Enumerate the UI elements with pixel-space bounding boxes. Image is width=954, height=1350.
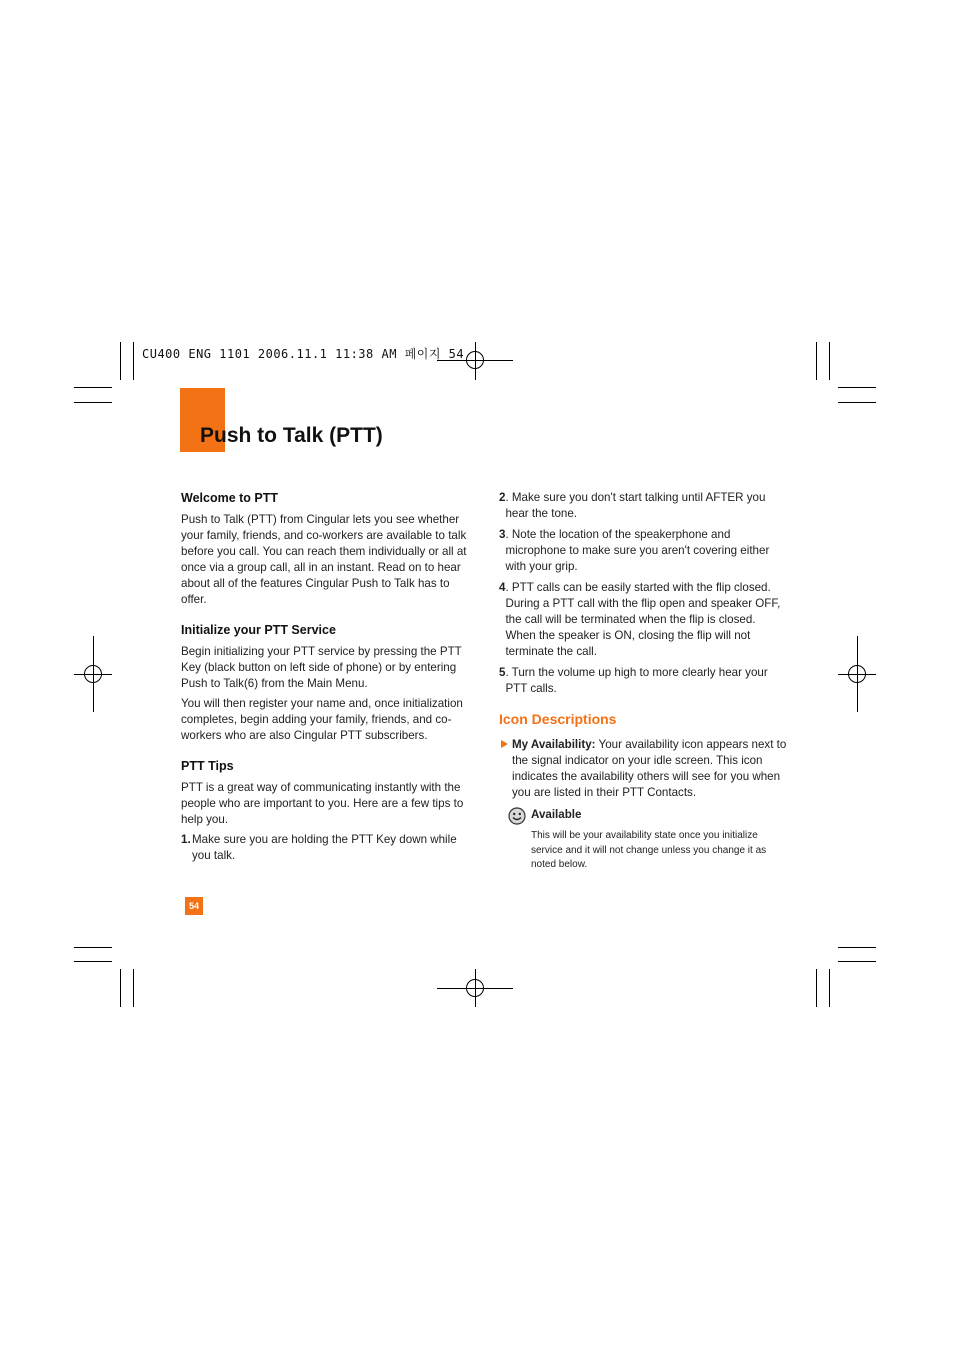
crop-mark (838, 387, 876, 388)
tips-section (181, 758, 467, 864)
tip-item (499, 665, 787, 697)
print-slug: CU400 ENG 1101 2006.11.1 11:38 AM 페이지 54 (142, 347, 465, 361)
crop-mark (120, 969, 121, 1007)
bullet-triangle-icon (501, 740, 508, 748)
welcome-body: Push to Talk (PTT) from Cingular lets you see whether your family, friends, and co-workers are available to talk before you call. You can reach them individually or all at once via a group call, all in an instant. Read on to hear about all of the features Cingular Push to Talk has to offer. (181, 513, 467, 606)
crop-mark (838, 961, 876, 962)
icon-descriptions-heading: Icon Descriptions (499, 711, 617, 727)
crop-mark (133, 969, 134, 1007)
tip-item (499, 490, 787, 522)
crop-mark (133, 342, 134, 380)
tip-text: . PTT calls can be easily started with the flip closed. During a PTT call with the flip open and speaker OFF, the call will be terminated when the flip is closed. When the speaker is ON, closing the flip will not terminate the call. (505, 581, 781, 658)
welcome-section (181, 490, 467, 608)
page-title: Push to Talk (PTT) (200, 424, 383, 447)
tip-number: 5 (499, 666, 506, 679)
tip-text: . Turn the volume up high to more clearly hear your PTT calls. (505, 666, 768, 695)
crop-mark (74, 947, 112, 948)
tip-number: 1. (181, 833, 191, 846)
initialize-heading: Initialize your PTT Service (181, 623, 336, 637)
tip-text: . Note the location of the speakerphone and microphone to make sure you aren't covering either with your grip. (505, 528, 770, 573)
crop-mark (74, 961, 112, 962)
crop-mark (816, 969, 817, 1007)
available-label: Available (531, 808, 582, 821)
tips-heading: PTT Tips (181, 759, 234, 773)
smiley-face-icon (508, 807, 526, 825)
crop-mark (838, 947, 876, 948)
left-column (181, 490, 467, 869)
initialize-section (181, 622, 467, 744)
available-row (508, 807, 787, 825)
tip-item (181, 832, 467, 864)
tip-text: Make sure you are holding the PTT Key down while you talk. (192, 833, 457, 862)
welcome-heading: Welcome to PTT (181, 491, 279, 505)
crop-mark (829, 342, 830, 380)
initialize-paragraph-2: You will then register your name and, once initialization completes, begin adding your family, friends, and co-workers who are also Cingular PTT subscribers. (181, 697, 463, 742)
tip-number: 3 (499, 528, 506, 541)
crop-mark (120, 342, 121, 380)
tip-item (499, 580, 787, 660)
tip-item (499, 527, 787, 575)
page-number-badge: 54 (185, 897, 203, 915)
availability-text-wrap (512, 737, 787, 801)
availability-label: My Availability: (512, 738, 596, 751)
available-description: This will be your availability state once you initialize service and it will not change unless you change it as noted below. (531, 830, 767, 870)
tips-intro: PTT is a great way of communicating instantly with the people who are important to you. Here are a few tips to help you. (181, 781, 464, 826)
crop-mark (829, 969, 830, 1007)
tip-number: 4 (499, 581, 506, 594)
right-column (499, 490, 787, 873)
availability-text: Your availability icon appears next to the signal indicator on your idle screen. This icon indicates the availability others will see for you when you are listed in their PTT Contacts. (512, 738, 787, 799)
crop-mark (74, 387, 112, 388)
tip-number: 2 (499, 491, 506, 504)
crop-mark (816, 342, 817, 380)
availability-item (499, 737, 787, 801)
crop-mark (74, 402, 112, 403)
tip-text: . Make sure you don't start talking until AFTER you hear the tone. (505, 491, 766, 520)
crop-mark (838, 402, 876, 403)
initialize-paragraph-1: Begin initializing your PTT service by pressing the PTT Key (black button on left side of phone) or by entering Push to Talk(6) from the Main Menu. (181, 645, 462, 690)
